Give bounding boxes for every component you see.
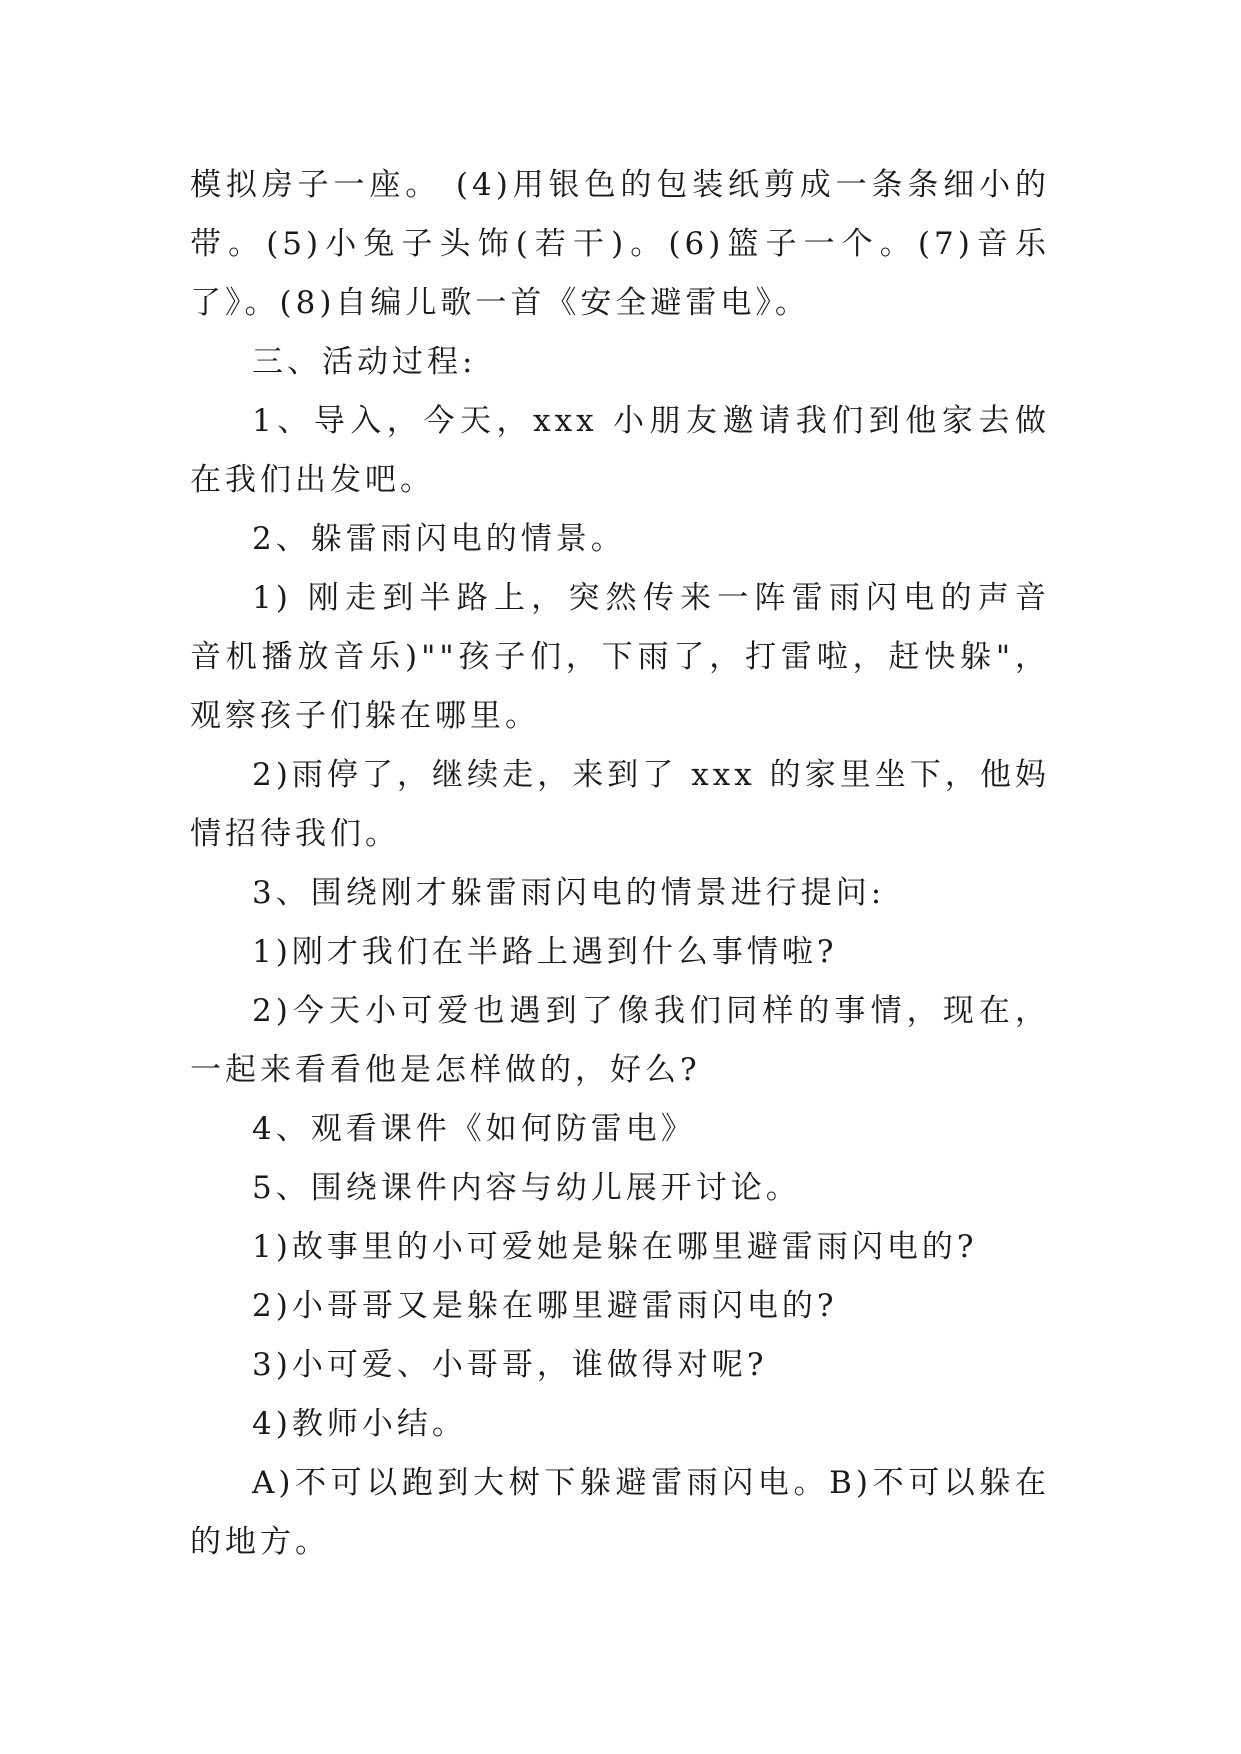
text-line: 3、围绕刚才躲雷雨闪电的情景进行提问:	[252, 875, 886, 911]
text-line: 2、躲雷雨闪电的情景。	[252, 521, 626, 557]
text-line: 一起来看看他是怎样做的，好么?	[190, 1052, 701, 1088]
text-line: 情招待我们。	[190, 816, 400, 852]
text-line: 观察孩子们躲在哪里。	[190, 698, 540, 734]
text-line: 1、导入，今天，xxx 小朋友邀请我们到他家去做	[252, 403, 1050, 439]
text-line: 了》。(8)自编儿歌一首《安全避雷电》。	[190, 285, 810, 321]
text-line: 2)小哥哥又是躲在哪里避雷雨闪电的?	[252, 1288, 838, 1324]
text-line: A)不可以跑到大树下躲避雷雨闪电。B)不可以躲在	[252, 1465, 1050, 1501]
text-line: 3)小可爱、小哥哥，谁做得对呢?	[252, 1347, 768, 1383]
text-line: 在我们出发吧。	[190, 462, 435, 498]
text-line: 2)雨停了，继续走，来到了 xxx 的家里坐下，他妈	[252, 757, 1050, 793]
text-line: 4)教师小结。	[252, 1406, 467, 1442]
text-line: 4、观看课件《如何防雷电》	[252, 1111, 696, 1147]
text-line: 1)故事里的小可爱她是躲在哪里避雷雨闪电的?	[252, 1229, 978, 1265]
text-line: 2)今天小可爱也遇到了像我们同样的事情，现在，	[252, 993, 1050, 1029]
text-line: 5、围绕课件内容与幼儿展开讨论。	[252, 1170, 801, 1206]
document-body	[190, 156, 1050, 1572]
text-line: 的地方。	[190, 1524, 330, 1560]
section-heading: 三、活动过程:	[252, 344, 477, 380]
text-line: 1)刚才我们在半路上遇到什么事情啦?	[252, 934, 838, 970]
text-line: 带。(5)小兔子头饰(若干)。(6)篮子一个。(7)音乐	[190, 226, 1050, 262]
text-line: 1) 刚走到半路上，突然传来一阵雷雨闪电的声音	[252, 580, 1050, 616]
text-line: 音机播放音乐)""孩子们，下雨了，打雷啦，赶快躲"，	[190, 639, 1050, 675]
text-line: 模拟房子一座。 (4)用银色的包装纸剪成一条条细小的	[190, 167, 1050, 203]
